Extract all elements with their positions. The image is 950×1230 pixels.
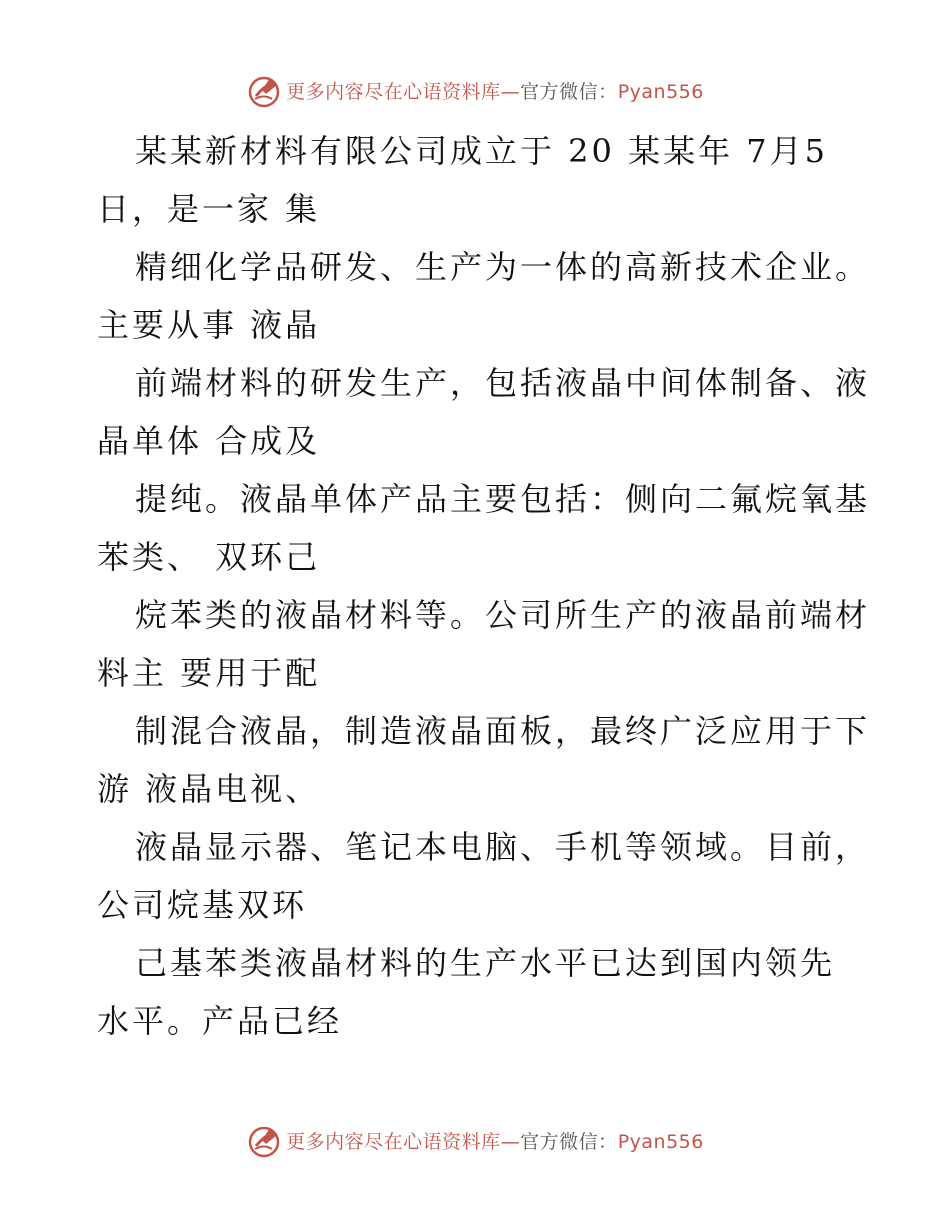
- banner-slogan: 更多内容尽在心语资料库: [286, 1130, 501, 1153]
- banner-text: [286, 77, 704, 104]
- body-line: 游 液晶电视、: [97, 770, 321, 808]
- body-line: 料主 要用于配: [97, 654, 321, 692]
- body-line: 精细化学品研发、生产为一体的高新技术企业。: [135, 248, 871, 286]
- banner-text: [286, 1127, 704, 1154]
- book-pen-logo-icon: [246, 1122, 282, 1158]
- banner-dash: —: [500, 80, 521, 103]
- body-line: 液晶显示器、笔记本电脑、手机等领域。目前，: [135, 828, 871, 866]
- book-pen-logo-icon: [246, 72, 282, 108]
- body-line: 苯类、 双环己: [97, 538, 321, 576]
- banner-slogan: 更多内容尽在心语资料库: [286, 80, 501, 103]
- footer-banner: [0, 1120, 950, 1160]
- banner-wechat-id: Pyan556: [617, 1130, 704, 1153]
- body-line: 前端材料的研发生产，包括液晶中间体制备、液: [135, 364, 871, 402]
- body-line: 主要从事 液晶: [97, 306, 321, 344]
- body-line: 某某新材料有限公司成立于 20 某某年 7月5: [135, 132, 828, 170]
- body-line: 晶单体 合成及: [97, 422, 321, 460]
- banner-wechat-label: 官方微信：: [520, 80, 618, 103]
- body-line: 水平。产品已经: [97, 1002, 343, 1040]
- document-body: [97, 122, 871, 1050]
- body-line: 提纯。液晶单体产品主要包括：侧向二氟烷氧基: [135, 480, 871, 518]
- header-banner: [0, 70, 950, 110]
- body-line: 日，是一家 集: [97, 190, 321, 228]
- body-line: 己基苯类液晶材料的生产水平已达到国内领先: [135, 944, 836, 982]
- banner-wechat-id: Pyan556: [617, 80, 704, 103]
- body-line: 烷苯类的液晶材料等。公司所生产的液晶前端材: [135, 596, 871, 634]
- banner-wechat-label: 官方微信：: [520, 1130, 618, 1153]
- body-line: 制混合液晶，制造液晶面板，最终广泛应用于下: [135, 712, 871, 750]
- banner-dash: —: [500, 1130, 521, 1153]
- body-line: 公司烷基双环: [97, 886, 308, 924]
